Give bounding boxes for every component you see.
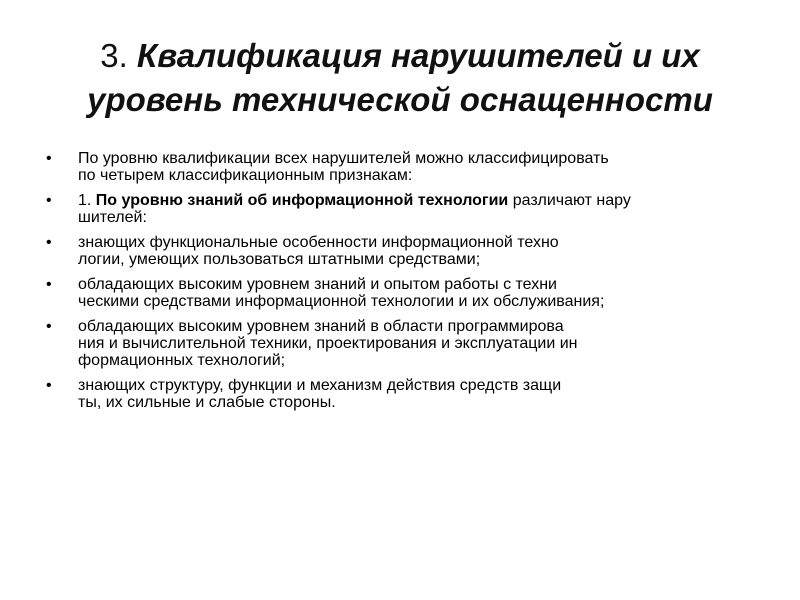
list-item: [40, 234, 740, 268]
text-line: обладающих высоким уровнем знаний в области программирова: [78, 318, 564, 335]
bold-phrase: По уровню знаний об информационной технологии: [95, 192, 509, 209]
bullet-marker: •: [46, 276, 52, 293]
list-item: [40, 377, 740, 411]
text-line: логии, умеющих пользоваться штатными средствами;: [78, 251, 481, 268]
list-item: [40, 318, 740, 369]
list-item: [40, 276, 740, 310]
title-number: 3.: [100, 37, 137, 74]
slide-title: [40, 34, 760, 122]
list-item: [40, 150, 740, 184]
item-prefix: 1.: [78, 192, 96, 209]
text-line: обладающих высоким уровнем знаний и опытом работы с техни: [78, 276, 557, 293]
title-text: Квалификация нарушителей и их уровень технической оснащенности: [87, 37, 713, 118]
bullet-marker: •: [46, 192, 52, 209]
text-line: ты, их сильные и слабые стороны.: [78, 394, 336, 411]
text-line: шителей:: [78, 209, 147, 226]
bullet-marker: •: [46, 318, 52, 335]
text-line: ческими средствами информационной технологии и их обслуживания;: [78, 293, 605, 310]
text-line: По уровню квалификации всех нарушителей можно классифицировать: [78, 150, 609, 167]
text-line: формационных технологий;: [78, 352, 286, 369]
bullet-marker: •: [46, 150, 52, 167]
text-line: [78, 192, 740, 209]
text-line: знающих структуру, функции и механизм действия средств защи: [78, 377, 562, 394]
item-rest: различают нару: [508, 192, 631, 209]
text-line: ния и вычислительной техники, проектирования и эксплуатации ин: [78, 335, 578, 352]
bullet-marker: •: [46, 377, 52, 394]
bullet-list: [40, 150, 740, 419]
text-line: знающих функциональные особенности информационной техно: [78, 234, 559, 251]
list-item: [40, 192, 740, 226]
bullet-marker: •: [46, 234, 52, 251]
text-line: по четырем классификационным признакам:: [78, 167, 413, 184]
